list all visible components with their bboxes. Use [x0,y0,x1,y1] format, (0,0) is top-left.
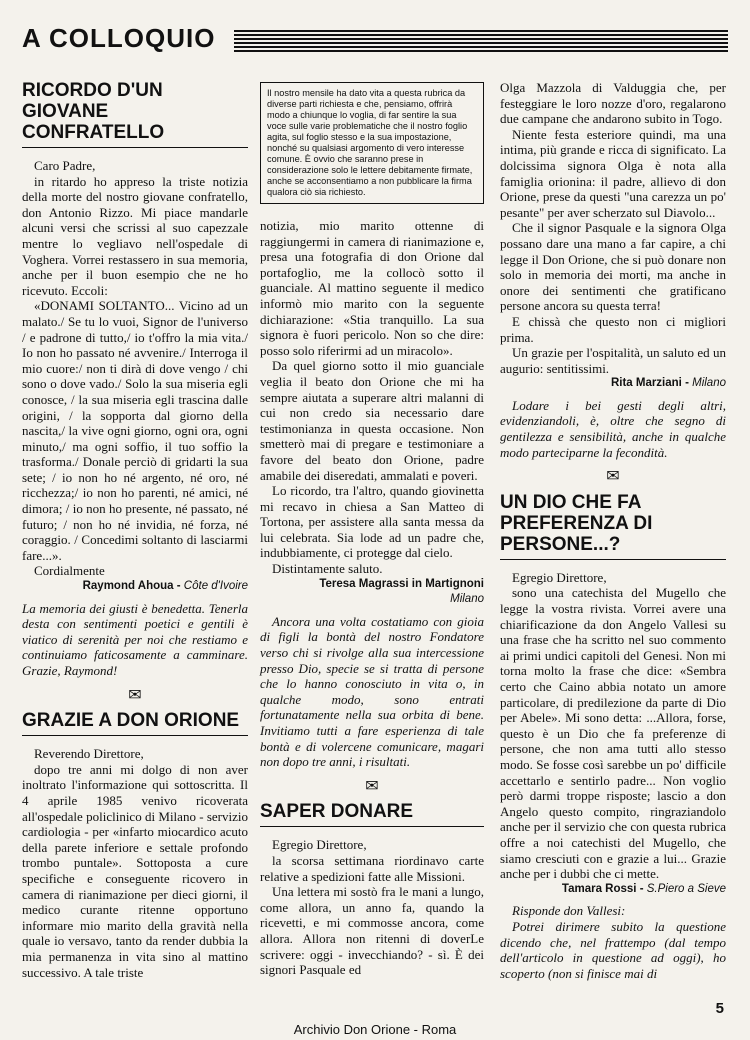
article-heading-saper-donare: SAPER DONARE [260,801,484,827]
letter-paragraph: Da quel giorno sotto il mio guanciale veglia il beato don Orione che mi ha sempre aiutata a superare altri malanni di cui non credo sia necessario dare testimonianza in questa occasione. Non smetterò mai di pregare e testimoniare a favore del beato don Orione, padre amabile dei diseredati, ammalati e poveri. [260,358,484,483]
letter-paragraph: in ritardo ho appreso la triste notizia della morte del nostro giovane confratello, don Antonio Rizzo. Mi piace mandarle alcuni versi che scrissi al suo capezzale mentre lo vegliavo nell'ospedale di Voghera. Vorrei restassero in sua memoria, anche per il buon esempio che ne ho ricevuto. Eccoli: [22,173,248,298]
letter-paragraph: Niente festa esteriore quindi, ma una intima, più grande e ricca di significato. La dolcissima signora Olga è nota alla famiglia orionina: il padre, allievo di don Orione, prese da questi "una carezza un po' pesante" per aver scherzato sul Diavolo... [500,126,726,220]
column-1 [22,80,248,980]
envelope-icon: ✉ [365,775,379,795]
letter-paragraph: la scorsa settimana riordinavo carte relative a spedizioni fatte alle Missioni. [260,852,484,884]
letter-paragraph: notizia, mio marito ottenne di raggiungermi in camera di rianimazione e, presa una fotografia di don Orione dal portafoglio, me la collocò sotto il guanciale. Al mattino seguente il medico informò mio marito con la seguente dichiarazione: «Stia tranquillo. La sua signora è fuori pericolo. Non so che dire: posso solo riferirmi ad un miracolo». [260,218,484,358]
envelope-icon: ✉ [606,466,620,486]
letter-paragraph: sono una catechista del Mugello che legge la vostra rivista. Vorrei avere una chiarificazione da don Angelo Vallesi su una frase che ha scritto nel suo commento ai primi undici capitoli del Genesi. Non mi torna molto la frase che dice: «Sembra certo che Caino abbia notato un amore particolare, di predilezione da parte di Dio per Abele». Mi sono detta: ...Allora, forse, questo è un Dio che fa preferenze di persone, che non ama tutti allo stesso modo. Se fosse così sarebbe un po' difficile accettarlo e sentirlo padre... Non voglio però darmi troppe risposte; lascio a don Angelo questo compito, ringraziandolo anche per il servizio che con questa rubrica offre a noi catechisti del Mugello, che siamo cresciuti con e grazie a lui... Grazie anche per i dubbi che ci mette. [500,585,726,882]
section-title: A COLLOQUIO [22,23,216,53]
salutation: Egregio Direttore, [512,569,607,585]
closing: Distintamente saluto. [272,561,383,577]
editor-reply: Potrei dirimere subito la questione dicendo che, nel frattempo (dal tempo dell'articolo in questione ad oggi), ho scoperto (non si finisce mai di [500,918,726,981]
signature: Raymond Ahoua - Côte d'Ivoire [82,580,248,593]
signature-name: Teresa Magrassi in Martignoni [319,577,484,590]
editor-reply: La memoria dei giusti è benedetta. Tenerla desta con sentimenti poetici e gentili è viatico di serenità per noi che restiamo e continuiamo faticosamente a camminare. Grazie, Raymond! [22,600,248,678]
signature-place: Milano [692,377,726,390]
signature: Rita Marziani - Milano [610,377,726,390]
editor-reply: Ancora una volta costatiamo con gioia di figli la bontà del nostro Fondatore verso chi si rivolge alla sua intercessione presso Dio, specie se si tratta di persone che lo hanno conosciuto in vita o, in qualche modo, sono entrati fortunatamente nella sua orbita di bene. Invitiamo tutti a fare esperienza di tale bontà e di volercene comunicare, magari non dopo tre anni, i risultati. [260,613,484,770]
letter-paragraph: Una lettera mi sostò fra le mani a lungo, come allora, un anno fa, quando la ricevetti, e mi commosse ancora, come allora. Allora non ritenni di doverLe scrivere: oggi - invecchiando? - sì. È dei signori Pasquale ed [260,884,484,978]
signature-name: Raymond Ahoua [82,580,174,593]
salutation: Reverendo Direttore, [34,746,144,762]
signature-place: Côte d'Ivoire [183,580,248,593]
letter-paragraph: E chissà che questo non ci migliori prima. [500,313,726,345]
signature-name: Tamara Rossi [561,882,637,895]
signature-place: Milano [450,593,484,606]
article-heading-grazie: GRAZIE A DON ORIONE [22,710,248,736]
poem: «DONAMI SOLTANTO... Vicino ad un malato./ Se tu lo vuoi, Signor de l'universo / e padrone di tutto,/ io t'offro la mia vita./ Io non ho passato né avvenire./ Interroga il mio cuore:/ non ti dirà di dove vengo / chi sono o dove vado./ Solo la sua miseria egli conosce, / la sua miseria egli trascina dalle origini, / la sopporta dal giorno della nascita,/ la vive ogni giorno, ogni ora, ogni minuto,/ ma ogni soffio, il tuo soffio la trasforma./ Donale perciò di gridarti la sua sete; / io non ho né argento, né oro, né ricchezza;/ io non ho parenti, né amici, né dimora; / io non ho presente, né passato, né futuro; / non ho né invidia, né forza, né coraggio. / Concedimi soltanto di lasciarmi fare...». [22,298,248,563]
page-number: 5 [715,1000,724,1017]
editor-reply: Lodare i bei gesti degli altri, evidenziandoli, è, oltre che segno di gentilezza e sensibilità, anche in qualche modo parteciparne la fecondità. [500,397,726,460]
envelope-icon: ✉ [128,684,142,704]
signature-place: S.Piero a Sieve [646,882,726,895]
letter-paragraph: Che il signor Pasquale e la signora Olga possano dare una mano a far capire, a chi legge il Don Orione, che si può donare non solo in memoria dei morti, ma anche in onore dei sentimenti che gratificano persone ancora su questa terra! [500,220,726,314]
letter-paragraph: Un grazie per l'ospitalità, un saluto ed un augurio: sentitissimi. [500,345,726,376]
reply-label: Risponde don Vallesi: [512,903,626,919]
archive-footer: Archivio Don Orione - Roma [293,1022,457,1037]
salutation: Egregio Direttore, [272,837,367,853]
signature-name: Rita Marziani [610,377,682,390]
closing: Cordialmente [34,563,105,579]
editorial-notice-box: Il nostro mensile ha dato vita a questa rubrica da diverse parti richiesta e che, pensiamo, offrirà modo a chiunque lo voglia, di far sentire la sua voce sulle varie problematiche che il nostro foglio agita, sul foglio stesso e la sua impostazione, nonché su qualsiasi argomento di vero interesse comune. È ovvio che saranno prese in considerazione solo le lettere debitamente firmate, anche se acconsentiamo a non pubblicare la firma qualora ciò sia richiesto. [260,82,484,204]
page-header [22,18,728,58]
letter-paragraph: dopo tre anni mi dolgo di non aver inoltrato l'informazione qui sottoscritta. Il 4 aprile 1985 venivo ricoverata all'ospedale policlinico di Milano - servizio cardiologia - per «infarto miocardico acuto della parete inferiore e settale profondo trombo puntale». Sottoposta a cure specifiche e conseguente ricovero in camera di rianimazione per dieci giorni, il medico curante ritenne opportuno informare mio marito della gravità nella quale io versavo, tanto da render dubbia la mia permanenza in vita sino al mattino successivo. A tale triste [22,761,248,980]
column-3 [500,80,726,981]
article-heading-un-dio: UN DIO CHE FA PREFERENZA DI PERSONE...? [500,492,726,560]
article-heading-ricordo: RICORDO D'UN GIOVANE CONFRATELLO [22,80,248,148]
letter-paragraph: Olga Mazzola di Valduggia che, per festeggiare le loro nozze d'oro, regalarono due campane che andarono subito in Togo. [500,80,726,127]
column-2 [260,80,484,978]
signature: Tamara Rossi - S.Piero a Sieve [561,882,726,895]
header-rule-lines [234,30,728,52]
letter-paragraph: Lo ricordo, tra l'altro, quando giovinetta mi recavo in chiesa a San Matteo di Tortona, per assistere alla santa messa da lui celebrata. Sia lode ad un padre che, indubbiamente, ci protegge dal cielo. [260,483,484,561]
salutation: Caro Padre, [34,158,96,173]
